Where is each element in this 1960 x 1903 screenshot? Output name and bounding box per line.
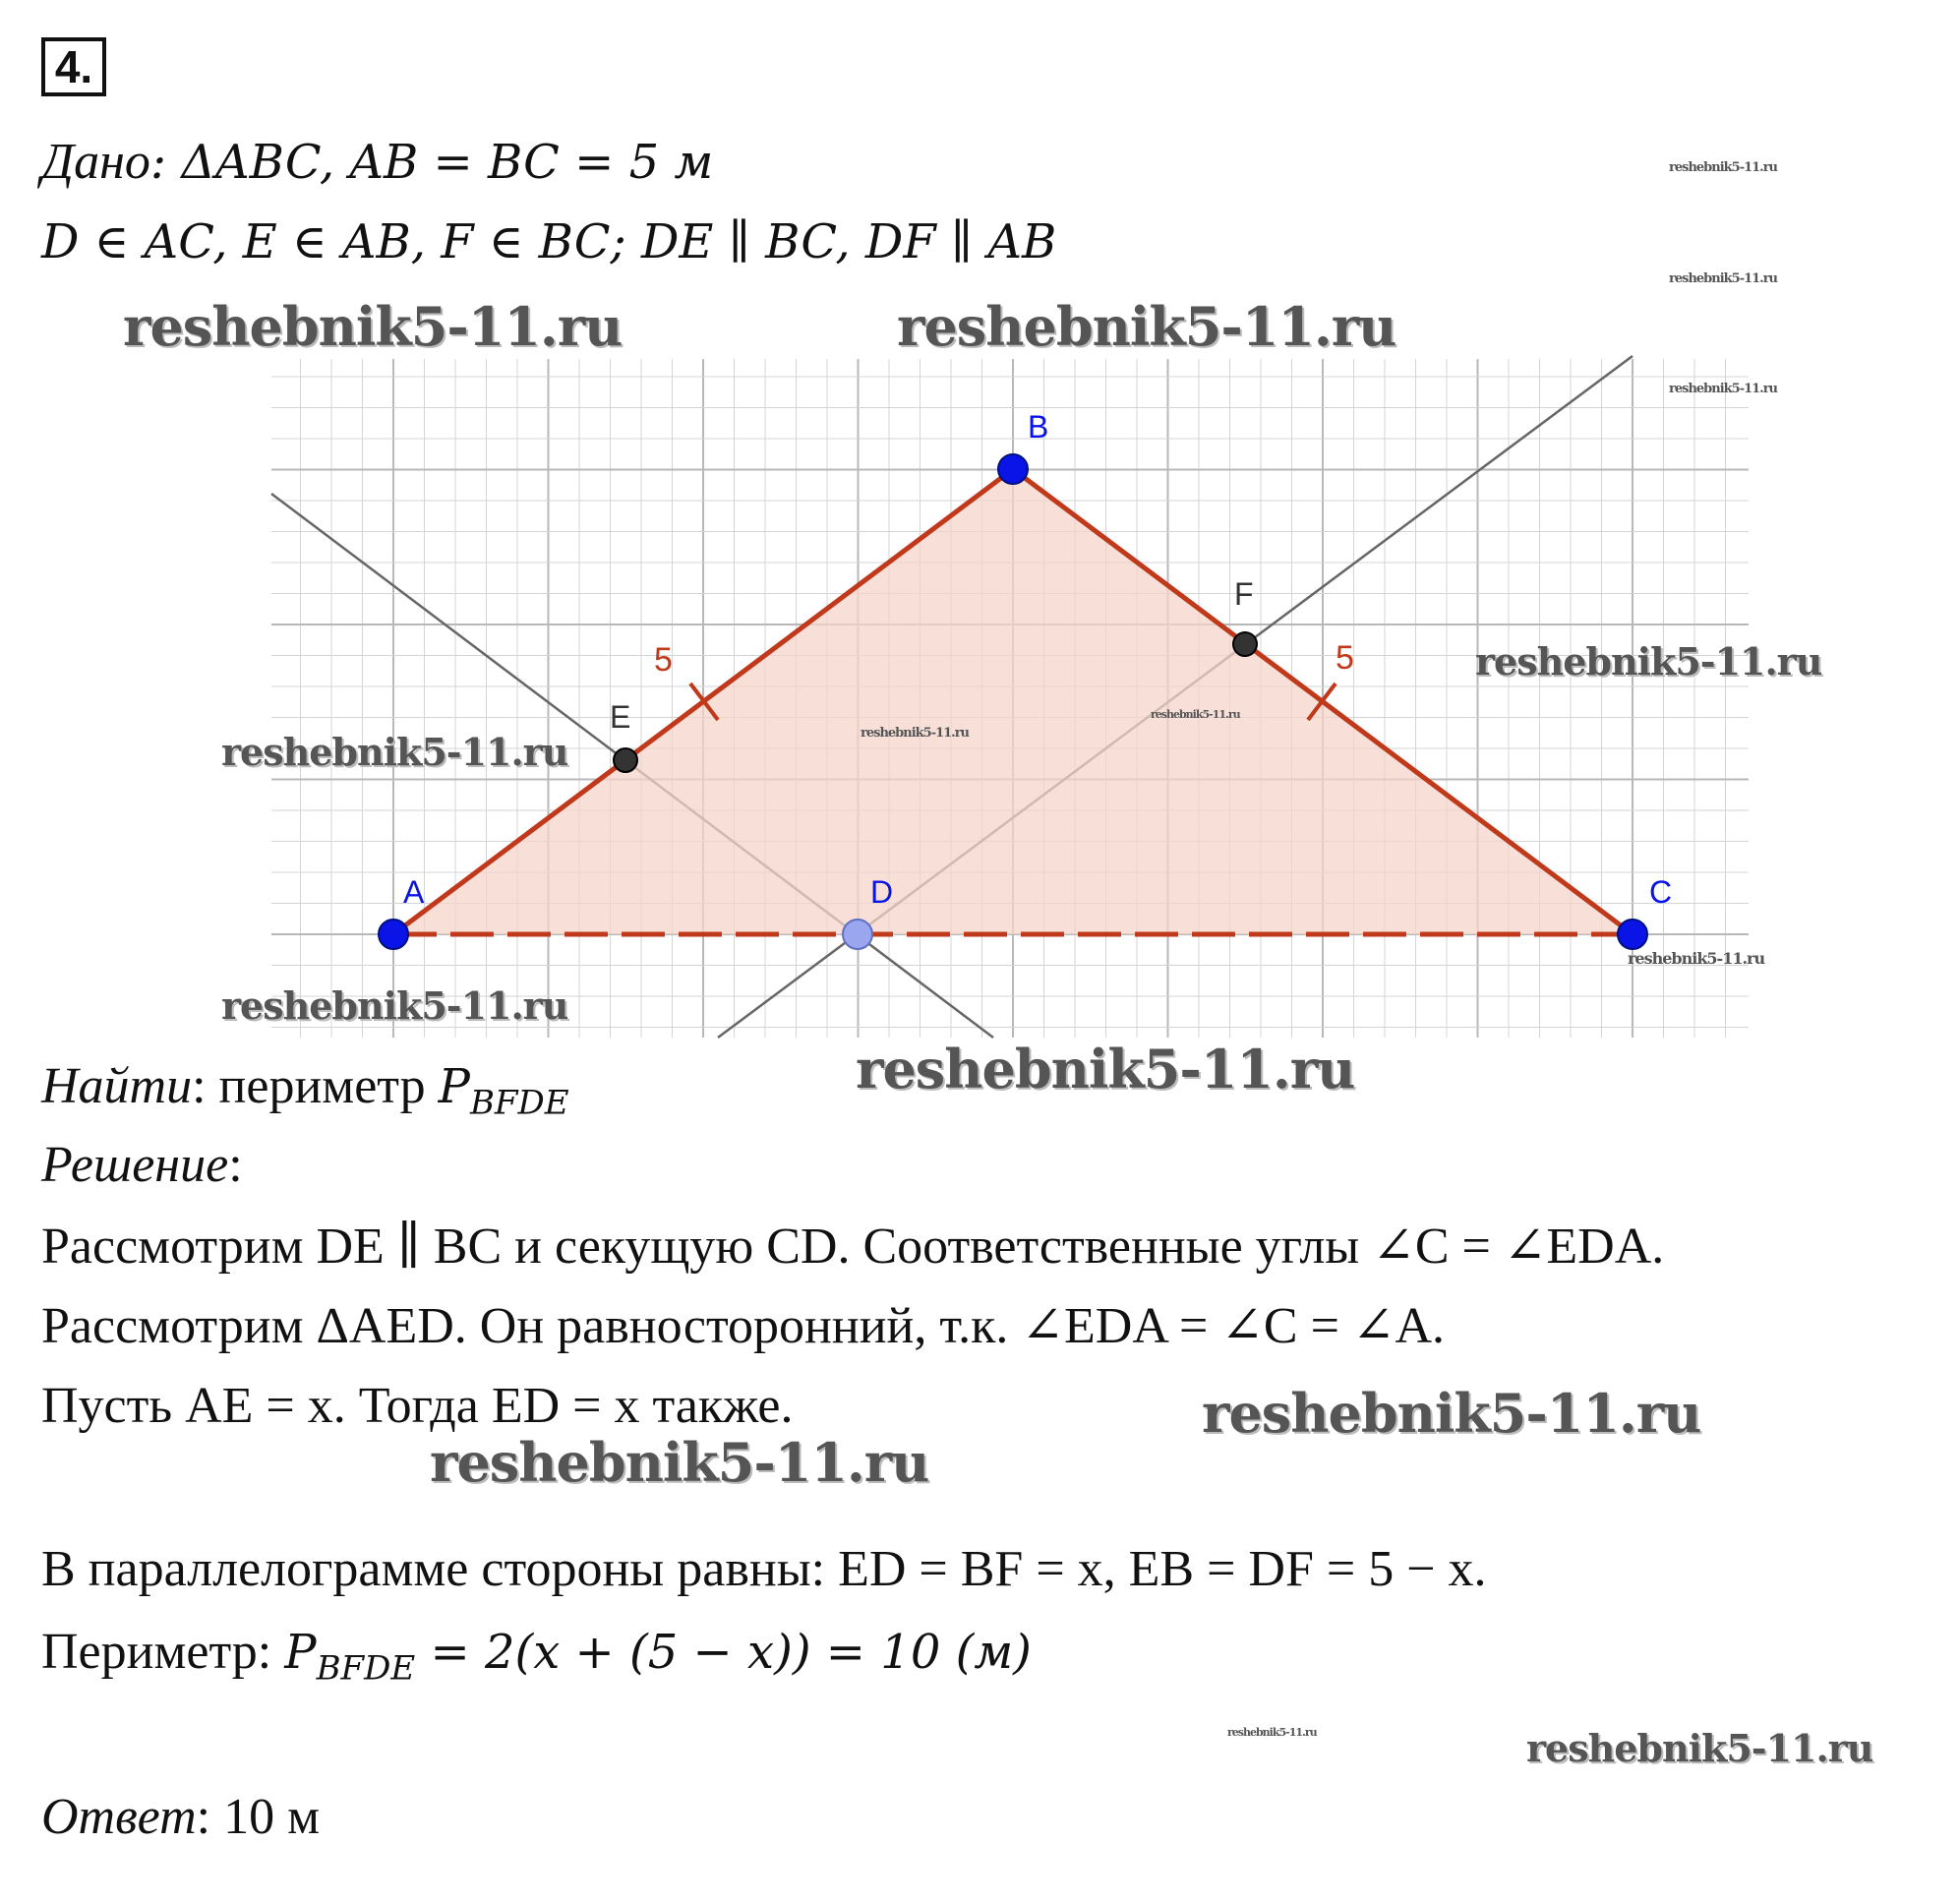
find-p: P bbox=[438, 1059, 470, 1114]
solution-line-3: Пусть AE = x. Тогда ED = x также. bbox=[41, 1378, 794, 1434]
solution-heading bbox=[41, 1136, 243, 1194]
point-e bbox=[614, 748, 637, 772]
watermark: reshebnik5-11.ru bbox=[1151, 708, 1240, 721]
label-f: F bbox=[1234, 576, 1254, 612]
solution-line-4: В параллелограмме стороны равны: ED = BF = x, EB = DF = 5 − x. bbox=[41, 1541, 1487, 1597]
given-label: Дано bbox=[41, 134, 150, 190]
watermark: reshebnik5-11.ru bbox=[1669, 271, 1778, 286]
watermark: reshebnik5-11.ru bbox=[1227, 1726, 1317, 1739]
watermark: reshebnik5-11.ru bbox=[1628, 949, 1765, 968]
find-text: : периметр bbox=[192, 1058, 439, 1114]
point-c bbox=[1618, 920, 1647, 949]
watermark: reshebnik5-11.ru bbox=[221, 730, 568, 774]
perimeter-p: P bbox=[284, 1625, 317, 1680]
problem-number: 4. bbox=[41, 37, 106, 96]
solution-line-1: Рассмотрим DE ∥ BC и секущую CD. Соответственные углы ∠C = ∠EDA. bbox=[41, 1219, 1665, 1275]
point-b bbox=[998, 454, 1028, 484]
find-line bbox=[41, 1057, 569, 1122]
perimeter-formula: = 2(x + (5 − x)) = 10 (м) bbox=[415, 1625, 1032, 1680]
answer-text: : 10 м bbox=[196, 1789, 320, 1845]
perimeter-sub: BFDE bbox=[316, 1648, 416, 1689]
watermark: reshebnik5-11.ru bbox=[1669, 382, 1778, 396]
answer-label: Ответ bbox=[41, 1789, 197, 1845]
watermark: reshebnik5-11.ru bbox=[861, 726, 970, 741]
answer-line bbox=[41, 1788, 320, 1846]
point-d bbox=[843, 920, 872, 949]
find-sub: BFDE bbox=[469, 1083, 569, 1123]
given-line-2: D ∈ AC, E ∈ AB, F ∈ BC; DE ∥ BC, DF ∥ AB bbox=[41, 214, 1057, 269]
solution-line-2: Рассмотрим ΔAED. Он равносторонний, т.к. ∠EDA = ∠C = ∠A. bbox=[41, 1298, 1446, 1354]
solution-colon: : bbox=[228, 1137, 243, 1193]
watermark: reshebnik5-11.ru bbox=[856, 1038, 1355, 1100]
find-label: Найти bbox=[41, 1058, 193, 1114]
label-c: C bbox=[1649, 874, 1673, 910]
watermark: reshebnik5-11.ru bbox=[221, 983, 568, 1028]
side-label-ab: 5 bbox=[654, 641, 673, 679]
watermark: reshebnik5-11.ru bbox=[1669, 160, 1778, 175]
watermark: reshebnik5-11.ru bbox=[123, 295, 623, 358]
solution-label: Решение bbox=[41, 1137, 229, 1193]
label-d: D bbox=[870, 874, 894, 910]
point-f bbox=[1233, 632, 1257, 656]
perimeter-label: Периметр: bbox=[41, 1624, 285, 1680]
point-a bbox=[379, 920, 408, 949]
watermark: reshebnik5-11.ru bbox=[1202, 1382, 1701, 1445]
given-text-1: : ΔABC, AB = BC = 5 м bbox=[149, 135, 714, 190]
label-b: B bbox=[1028, 409, 1049, 445]
watermark: reshebnik5-11.ru bbox=[430, 1431, 929, 1494]
side-label-bc: 5 bbox=[1336, 639, 1354, 677]
label-e: E bbox=[610, 699, 631, 735]
watermark: reshebnik5-11.ru bbox=[897, 295, 1396, 358]
watermark: reshebnik5-11.ru bbox=[1475, 639, 1822, 684]
watermark: reshebnik5-11.ru bbox=[1526, 1726, 1873, 1770]
label-a: A bbox=[403, 874, 425, 910]
solution-line-5 bbox=[41, 1623, 1032, 1688]
